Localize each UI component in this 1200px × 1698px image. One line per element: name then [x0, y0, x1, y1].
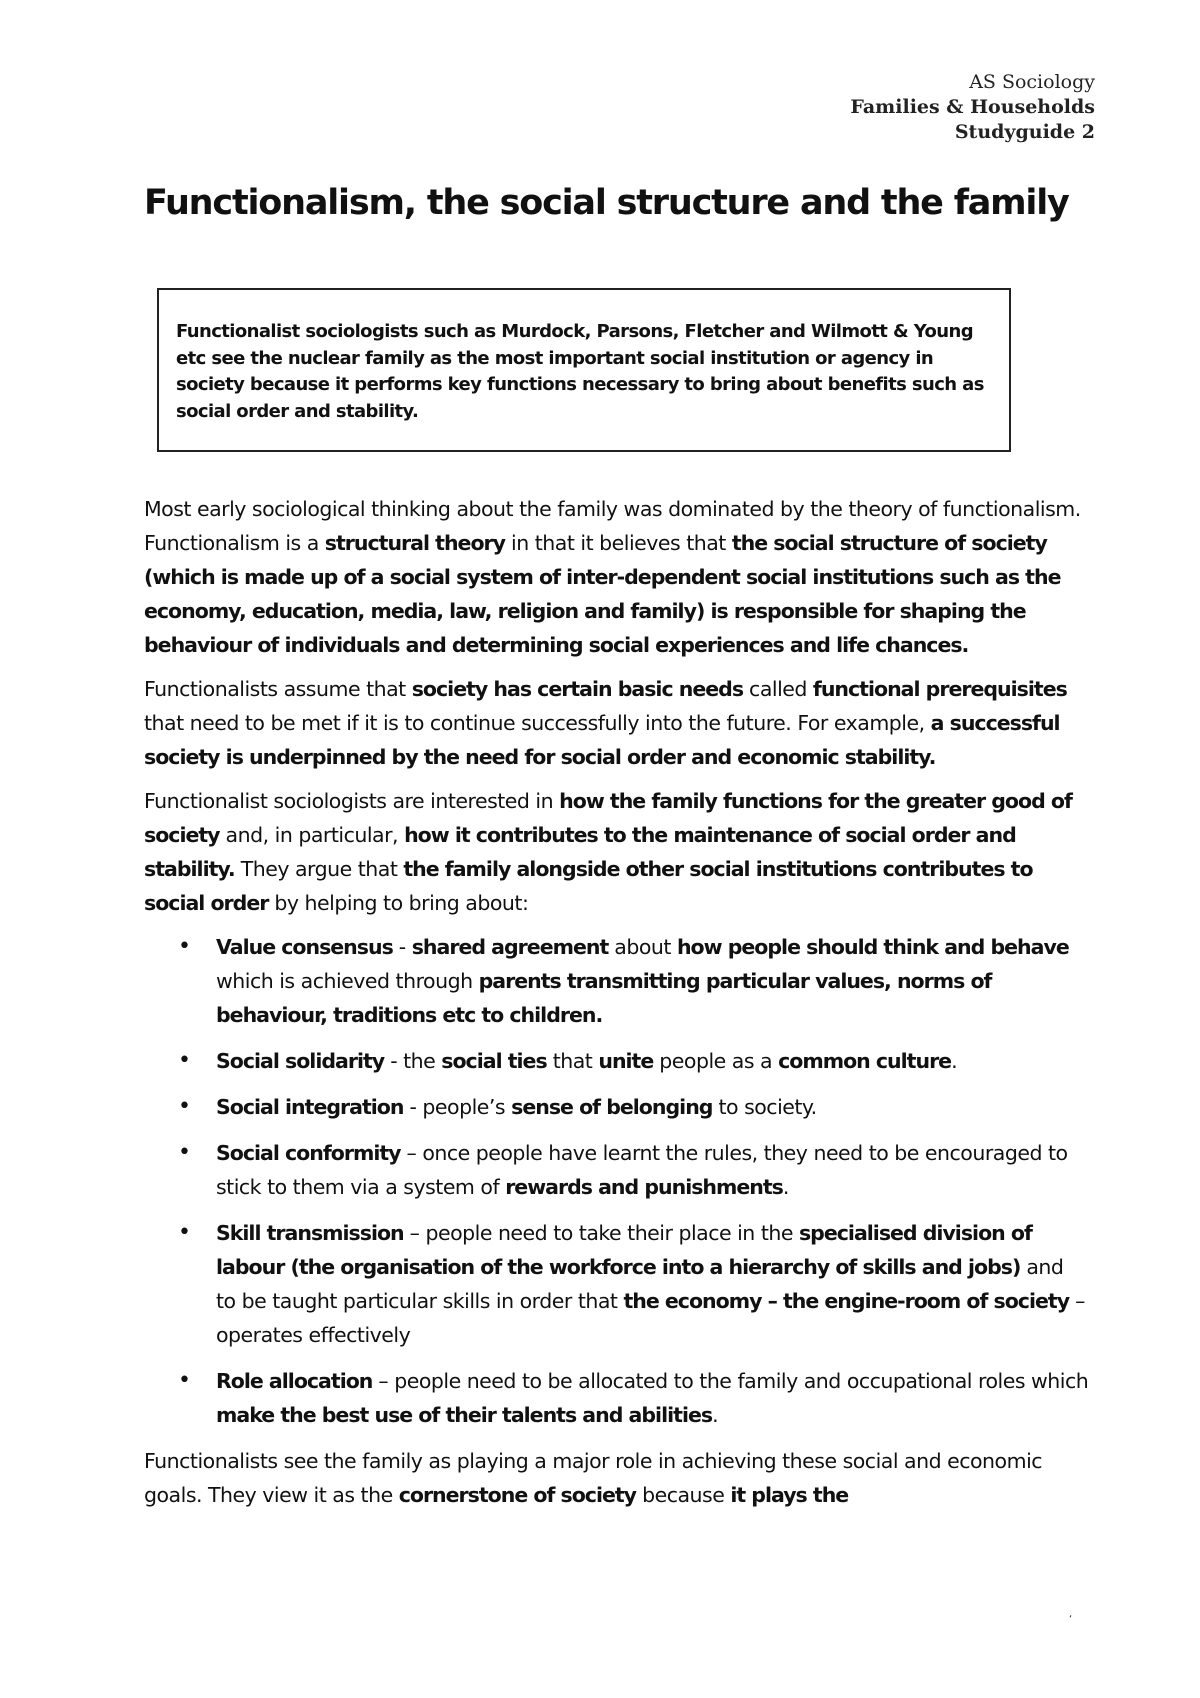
emphasis-text: the family alongside other social institutions contributes to social order	[144, 857, 1033, 915]
text-run: Functionalists assume that	[144, 677, 412, 701]
text-run: - the	[384, 1049, 442, 1073]
paragraph-2	[144, 672, 1089, 774]
paragraph-3	[144, 784, 1089, 920]
emphasis-text: shared agreement	[411, 935, 609, 959]
emphasis-text: unite	[598, 1049, 654, 1073]
list-item-text	[216, 1049, 957, 1073]
text-run: called	[743, 677, 813, 701]
document-header	[850, 70, 1095, 145]
emphasis-text: how it contributes to the maintenance of social order and stability.	[144, 823, 1016, 881]
list-item-text	[216, 1141, 1068, 1199]
emphasis-text: it plays the	[730, 1483, 849, 1507]
text-run: to society.	[712, 1095, 817, 1119]
list-item	[144, 1090, 1089, 1124]
footer-mark: ‘	[1069, 1614, 1073, 1625]
text-run: .	[712, 1403, 719, 1427]
list-item-text	[216, 935, 1069, 1027]
emphasis-text: Social conformity	[216, 1141, 401, 1165]
emphasis-text: sense of belonging	[511, 1095, 713, 1119]
list-item	[144, 1136, 1089, 1204]
text-run: that need to be met if it is to continue successfully into the future. For example,	[144, 711, 931, 735]
list-item	[144, 1216, 1089, 1352]
bullet-icon: •	[178, 1140, 191, 1165]
text-run: .	[951, 1049, 958, 1073]
text-run: They argue that	[234, 857, 404, 881]
text-run: which is achieved through	[216, 969, 479, 993]
emphasis-text: the social structure of society (which is made up of a social system of inter-dependent social institutions such as the economy, education, media, law, religion and family) is responsible for shaping the behaviour of individuals and determining social experiences and life chances.	[144, 531, 1061, 657]
text-run: - people’s	[403, 1095, 512, 1119]
emphasis-text: common culture	[778, 1049, 952, 1073]
list-item-text	[216, 1221, 1085, 1347]
page-title: Functionalism, the social structure and the family	[144, 183, 1069, 223]
list-item-text	[216, 1095, 817, 1119]
emphasis-text: parents transmitting particular values, norms of behaviour, traditions etc to children.	[216, 969, 992, 1027]
intro-summary-box	[157, 288, 1011, 452]
text-run: – people need to be allocated to the family and occupational roles which	[372, 1369, 1089, 1393]
header-course: AS Sociology	[969, 71, 1095, 93]
emphasis-text: cornerstone of society	[398, 1483, 637, 1507]
text-run: about	[608, 935, 677, 959]
list-item	[144, 1044, 1089, 1078]
emphasis-text: Skill transmission	[216, 1221, 404, 1245]
body-text	[144, 492, 1089, 1522]
text-run: and to be taught particular skills in order that	[216, 1255, 1064, 1313]
bullet-icon: •	[178, 1368, 191, 1393]
text-run: – once people have learnt the rules, they need to be encouraged to stick to them via a system of	[216, 1141, 1068, 1199]
emphasis-text: Social integration	[216, 1095, 404, 1119]
emphasis-text: Value consensus	[216, 935, 393, 959]
text-run: – operates effectively	[216, 1289, 1085, 1347]
emphasis-text: Role allocation	[216, 1369, 373, 1393]
emphasis-text: a successful society is underpinned by the need for social order and economic stability.	[144, 711, 1060, 769]
social-order-functions-list	[144, 930, 1089, 1432]
paragraph-1	[144, 492, 1089, 662]
text-run: and, in particular,	[219, 823, 405, 847]
text-run: Functionalist sociologists are interested in	[144, 789, 560, 813]
emphasis-text: society has certain basic needs	[411, 677, 744, 701]
text-run: .	[782, 1175, 789, 1199]
emphasis-text: the economy – the engine-room of society	[623, 1289, 1070, 1313]
emphasis-text: specialised division of labour (the organisation of the workforce into a hierarchy of skills and jobs)	[216, 1221, 1032, 1279]
emphasis-text: social ties	[441, 1049, 547, 1073]
bullet-icon: •	[178, 1094, 191, 1119]
emphasis-text: structural theory	[324, 531, 506, 555]
header-guide-number: Studyguide 2	[954, 121, 1095, 143]
text-run: because	[636, 1483, 731, 1507]
emphasis-text: functional prerequisites	[812, 677, 1067, 701]
text-run: Functionalists see the family as playing a major role in achieving these social and economic goals. They view it as the	[144, 1449, 1043, 1507]
text-run: that	[546, 1049, 599, 1073]
intro-summary-text: Functionalist sociologists such as Murdock, Parsons, Fletcher and Wilmott & Young etc see the nuclear family as the most important social institution or agency in society because it performs key functions necessary to bring about benefits such as social order and stability.	[176, 321, 984, 422]
bullet-icon: •	[178, 1220, 191, 1245]
emphasis-text: how people should think and behave	[676, 935, 1069, 959]
text-run: people as a	[653, 1049, 779, 1073]
text-run: – people need to take their place in the	[403, 1221, 799, 1245]
text-run: in that it believes that	[505, 531, 732, 555]
emphasis-text: how the family functions for the greater good of society	[144, 789, 1072, 847]
bullet-icon: •	[178, 1048, 191, 1073]
emphasis-text: Social solidarity	[216, 1049, 385, 1073]
text-run: by helping to bring about:	[268, 891, 529, 915]
bullet-icon: •	[178, 934, 191, 959]
list-item	[144, 930, 1089, 1032]
paragraph-4	[144, 1444, 1089, 1512]
emphasis-text: rewards and punishments	[505, 1175, 783, 1199]
list-item	[144, 1364, 1089, 1432]
text-run: Most early sociological thinking about the family was dominated by the theory of functionalism. Functionalism is a	[144, 497, 1081, 555]
text-run: -	[392, 935, 412, 959]
emphasis-text: make the best use of their talents and abilities	[216, 1403, 713, 1427]
list-item-text	[216, 1369, 1088, 1427]
header-topic: Families & Households	[850, 96, 1095, 118]
